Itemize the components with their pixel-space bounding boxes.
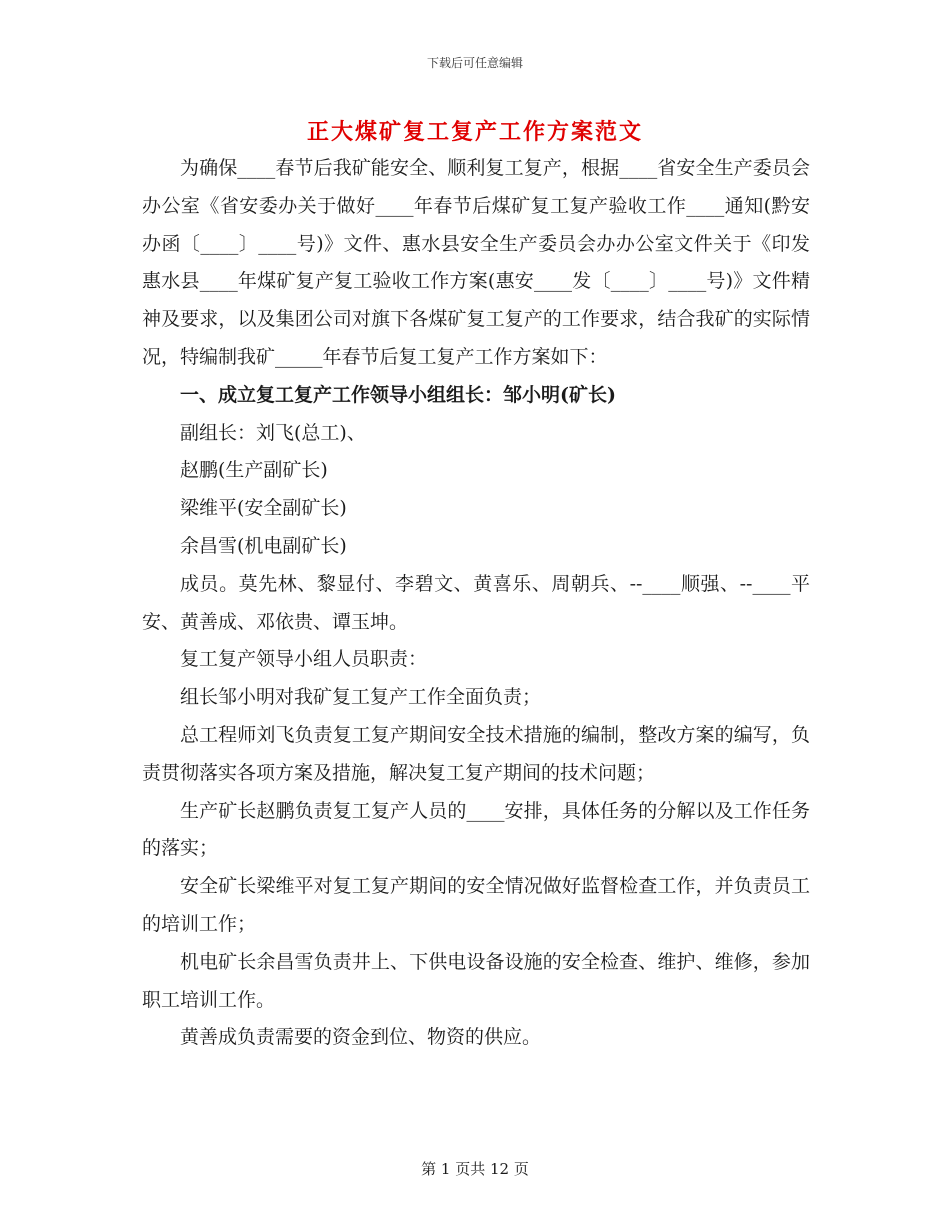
duty-safety-manager: 安全矿长梁维平对复工复产期间的安全情况做好监督检查工作，并负责员工的培训工作； (142, 875, 810, 935)
page-indicator: 第 1 页共 12 页 (421, 1160, 529, 1178)
duties-heading: 复工复产领导小组人员职责： (180, 648, 428, 671)
deputy-yuchangxue: 余昌雪(机电副矿长) (180, 534, 347, 557)
duty-production-manager: 生产矿长赵鹏负责复工复产人员的____安排，具体任务的分解以及工作任务的落实； (142, 799, 810, 860)
deputy-liangweiping: 梁维平(安全副矿长) (180, 497, 347, 520)
intro-paragraph: 为确保____春节后我矿能安全、顺利复工复产，根据____省安全生产委员会办公室《省安委办关于做好____年春节后煤矿复工复产验收工作____通知(黔安办函〔____〕____号)》文件、惠水县安全生产委员会办办公室文件关于《印发惠水县____年煤矿复产复工验收工作方案(惠安____发〔____〕____号)》文件精神及要求，以及集团公司对旗下各煤矿复工复产的工作要求，结合我矿的实际情况，特编制我矿_____年春节后复工复产工作方案如下： (142, 157, 810, 368)
duty-chief-engineer: 总工程师刘飞负责复工复产期间安全技术措施的编制，整改方案的编写，负责贯彻落实各项方案及措施，解决复工复产期间的技术问题； (142, 723, 810, 784)
members-paragraph: 成员。莫先林、黎显付、李碧文、黄喜乐、周朝兵、--____顺强、--____平安、黄善成、邓依贵、谭玉坤。 (142, 572, 810, 633)
duty-funds-supply: 黄善成负责需要的资金到位、物资的供应。 (180, 1026, 542, 1049)
duty-leader: 组长邹小明对我矿复工复产工作全面负责； (180, 686, 542, 709)
section-heading-1: 一、成立复工复产工作领导小组组长：邹小明(矿长) (180, 383, 616, 406)
download-note: 下载后可任意编辑 (426, 56, 523, 70)
document-title: 正大煤矿复工复产工作方案范文 (306, 119, 643, 145)
deputy-zhaopeng: 赵鹏(生产副矿长) (180, 459, 328, 482)
deputy-leader-line: 副组长：刘飞(总工)、 (180, 421, 366, 444)
duty-electromechanical-manager: 机电矿长余昌雪负责井上、下供电设备设施的安全检查、维护、维修，参加职工培训工作。 (142, 950, 810, 1011)
document-body (142, 150, 810, 1057)
